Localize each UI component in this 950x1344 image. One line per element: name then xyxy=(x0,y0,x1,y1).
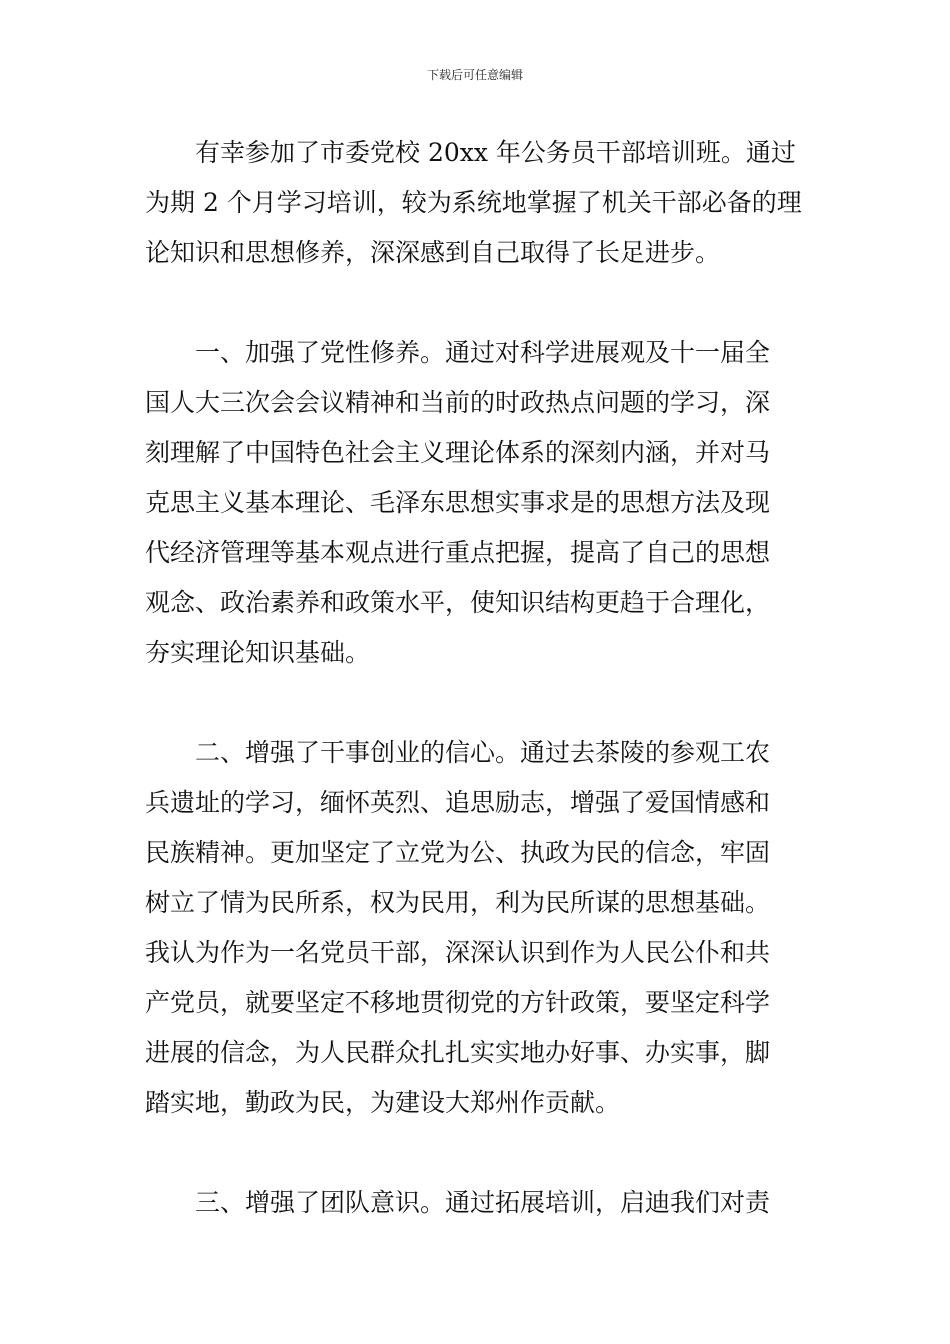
text-line: 兵遗址的学习，缅怀英烈、追思励志，增强了爱国情感和 xyxy=(145,788,771,817)
text-line: 树立了情为民所系，权为民用，利为民所谋的思想基础。 xyxy=(145,888,771,917)
text-line: 二、增强了干事创业的信心。通过去茶陵的参观工农 xyxy=(195,738,771,767)
text-line: 国人大三次会会议精神和当前的时政热点问题的学习，深 xyxy=(145,388,771,417)
text-line: 为期 2 个月学习培训，较为系统地掌握了机关干部必备的理 xyxy=(145,188,802,217)
text-line: 夯实理论知识基础。 xyxy=(145,638,371,667)
text-line: 克思主义基本理论、毛泽东思想实事求是的思想方法及现 xyxy=(145,488,771,517)
text-line: 踏实地，勤政为民，为建设大郑州作贡献。 xyxy=(145,1088,621,1117)
paragraph-4 xyxy=(145,1178,810,1228)
text-line: 有幸参加了市委党校 20xx 年公务员干部培训班。通过 xyxy=(195,138,796,167)
text-line: 产党员，就要坚定不移地贯彻党的方针政策，要坚定科学 xyxy=(145,988,771,1017)
paragraph-2 xyxy=(145,328,810,678)
page-header: 下载后可任意编辑 xyxy=(426,68,523,82)
text-line: 论知识和思想修养，深深感到自己取得了长足进步。 xyxy=(145,238,721,267)
text-line: 三、增强了团队意识。通过拓展培训，启迪我们对责 xyxy=(195,1188,771,1217)
text-line: 进展的信念，为人民群众扎扎实实地办好事、办实事，脚 xyxy=(145,1038,771,1067)
paragraph-3 xyxy=(145,728,810,1128)
text-line: 代经济管理等基本观点进行重点把握，提高了自己的思想 xyxy=(145,538,771,567)
paragraph-1 xyxy=(145,128,810,278)
text-line: 民族精神。更加坚定了立党为公、执政为民的信念，牢固 xyxy=(145,838,771,867)
text-line: 刻理解了中国特色社会主义理论体系的深刻内涵，并对马 xyxy=(145,438,771,467)
document-body xyxy=(145,128,810,1228)
text-line: 观念、政治素养和政策水平，使知识结构更趋于合理化， xyxy=(145,588,771,617)
text-line: 我认为作为一名党员干部，深深认识到作为人民公仆和共 xyxy=(145,938,771,967)
text-line: 一、加强了党性修养。通过对科学进展观及十一届全 xyxy=(195,338,771,367)
